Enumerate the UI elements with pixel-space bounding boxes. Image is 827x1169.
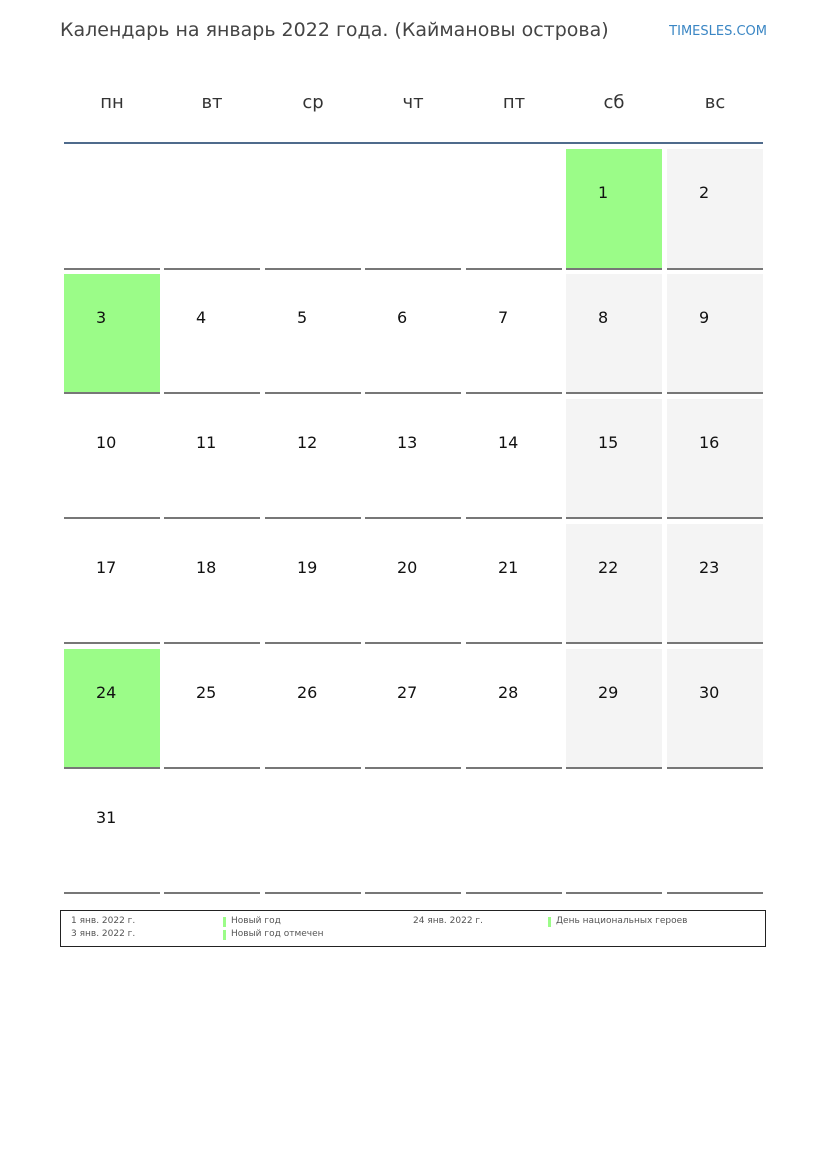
weekday-label: пт (502, 92, 526, 113)
legend-holiday-name: День национальных героев (556, 916, 688, 926)
legend-date: 1 янв. 2022 г. (71, 916, 136, 926)
day-number: 13 (397, 433, 418, 452)
day-number: 6 (397, 308, 408, 327)
day-cell[interactable] (64, 774, 160, 894)
day-cell[interactable] (365, 274, 461, 394)
day-number: 23 (699, 558, 720, 577)
empty-day-cell (566, 774, 662, 894)
day-number: 16 (699, 433, 720, 452)
day-number: 8 (598, 308, 609, 327)
day-number: 27 (397, 683, 418, 702)
day-cell[interactable] (466, 649, 562, 769)
day-number: 7 (498, 308, 509, 327)
day-number: 3 (96, 308, 107, 327)
day-cell[interactable] (667, 399, 763, 519)
day-number: 24 (96, 683, 117, 702)
empty-day-cell (164, 149, 260, 270)
day-cell[interactable] (667, 149, 763, 270)
day-cell[interactable] (466, 274, 562, 394)
legend-holiday-name: Новый год отмечен (231, 929, 324, 939)
day-number: 21 (498, 558, 519, 577)
day-number: 30 (699, 683, 720, 702)
day-number: 4 (196, 308, 207, 327)
day-cell[interactable] (466, 524, 562, 644)
day-cell[interactable] (265, 649, 361, 769)
holiday-marker (548, 917, 551, 927)
holiday-marker (223, 930, 226, 940)
header-divider (64, 142, 763, 144)
holiday-legend (60, 910, 766, 947)
weekday-label: вс (704, 92, 726, 113)
legend-holiday-name: Новый год (231, 916, 281, 926)
day-cell[interactable] (667, 649, 763, 769)
day-number: 31 (96, 808, 117, 827)
empty-day-cell (164, 774, 260, 894)
day-number: 1 (598, 183, 609, 202)
day-number: 19 (297, 558, 318, 577)
empty-day-cell (667, 774, 763, 894)
day-cell[interactable] (265, 399, 361, 519)
day-cell[interactable] (466, 399, 562, 519)
day-cell[interactable] (667, 524, 763, 644)
weekday-label: сб (603, 92, 625, 113)
empty-day-cell (466, 149, 562, 270)
empty-day-cell (365, 149, 461, 270)
empty-day-cell (265, 774, 361, 894)
day-cell[interactable] (365, 524, 461, 644)
day-number: 9 (699, 308, 710, 327)
day-number: 10 (96, 433, 117, 452)
day-cell[interactable] (265, 274, 361, 394)
weekday-label: вт (201, 92, 223, 113)
day-number: 22 (598, 558, 619, 577)
day-cell[interactable] (566, 399, 662, 519)
day-number: 14 (498, 433, 519, 452)
empty-day-cell (466, 774, 562, 894)
day-cell[interactable] (365, 399, 461, 519)
day-cell[interactable] (164, 274, 260, 394)
day-number: 5 (297, 308, 308, 327)
holiday-marker (223, 917, 226, 927)
day-cell[interactable] (64, 399, 160, 519)
day-cell[interactable] (365, 649, 461, 769)
day-cell[interactable] (64, 649, 160, 769)
weekday-label: чт (402, 92, 424, 113)
day-number: 20 (397, 558, 418, 577)
day-number: 12 (297, 433, 318, 452)
day-cell[interactable] (64, 274, 160, 394)
day-number: 2 (699, 183, 710, 202)
page-title: Календарь на январь 2022 года. (Каймановы острова) (60, 19, 609, 41)
day-cell[interactable] (566, 274, 662, 394)
day-cell[interactable] (265, 524, 361, 644)
day-cell[interactable] (64, 524, 160, 644)
day-cell[interactable] (667, 274, 763, 394)
day-cell[interactable] (164, 399, 260, 519)
day-number: 18 (196, 558, 217, 577)
day-number: 17 (96, 558, 117, 577)
day-number: 15 (598, 433, 619, 452)
empty-day-cell (365, 774, 461, 894)
calendar-grid (64, 149, 763, 895)
legend-date: 3 янв. 2022 г. (71, 929, 136, 939)
empty-day-cell (64, 149, 160, 270)
day-number: 29 (598, 683, 619, 702)
weekday-header (64, 92, 763, 116)
day-cell[interactable] (566, 649, 662, 769)
empty-day-cell (265, 149, 361, 270)
day-cell[interactable] (164, 649, 260, 769)
brand-link[interactable]: TIMESLES.COM (669, 24, 767, 39)
day-cell[interactable] (164, 524, 260, 644)
day-number: 28 (498, 683, 519, 702)
day-cell[interactable] (566, 524, 662, 644)
day-cell[interactable] (566, 149, 662, 270)
day-number: 11 (196, 433, 217, 452)
legend-date: 24 янв. 2022 г. (413, 916, 483, 926)
day-number: 25 (196, 683, 217, 702)
weekday-label: пн (100, 92, 124, 113)
weekday-label: ср (302, 92, 324, 113)
day-number: 26 (297, 683, 318, 702)
